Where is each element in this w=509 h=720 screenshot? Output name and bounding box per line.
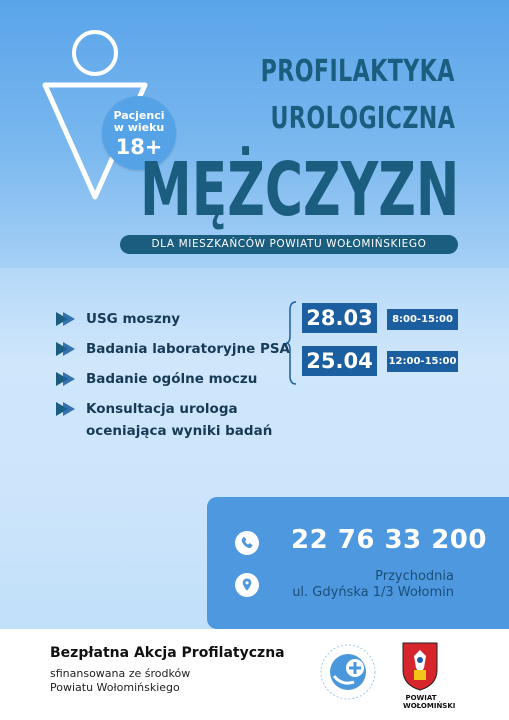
age-badge-number: 18+ (115, 135, 163, 159)
hours-box-1: 8:00-15:00 (387, 309, 458, 330)
phone-icon (235, 531, 259, 555)
age-badge-line2: w wieku (113, 121, 165, 134)
list-item (56, 338, 290, 360)
clinic-address: ul. Gdyńska 1/3 Wołomin (292, 585, 454, 600)
title-line-1: PROFILAKTYKA (260, 54, 455, 89)
phone-number[interactable]: 22 76 33 200 (291, 525, 487, 555)
list-item-text: USG moszny (86, 311, 181, 327)
hours-box-2: 12:00-15:00 (387, 351, 458, 372)
list-item-text: Badanie ogólne moczu (86, 371, 258, 387)
list-item (56, 398, 272, 442)
contact-panel (207, 497, 509, 629)
date-box-2: 25.04 (302, 346, 377, 376)
map-pin-icon (235, 573, 259, 597)
funding-note-line1: sfinansowana ze środków (50, 667, 191, 680)
list-item-text: Badania laboratoryjne PSA (86, 341, 291, 357)
list-item-text-line2: oceniająca wyniki badań (86, 423, 273, 439)
arrow-bullet-icon (56, 312, 76, 326)
subtitle-banner: DLA MIESZKAŃCÓW POWIATU WOŁOMIŃSKIEGO (120, 235, 458, 254)
county-label: POWIAT WOŁOMIŃSKI (403, 694, 456, 710)
age-badge-line1: Pacjenci (113, 109, 165, 122)
arrow-bullet-icon (56, 402, 76, 416)
title-main: MĘŻCZYZN (139, 147, 459, 233)
clinic-name: Przychodnia (375, 569, 454, 584)
title-line-2: UROLOGICZNA (270, 101, 455, 136)
list-item-text: Konsultacja urologa (86, 401, 238, 417)
date-box-1: 28.03 (302, 303, 377, 333)
male-symbol-head-icon (72, 30, 118, 76)
list-item (56, 308, 180, 330)
arrow-bullet-icon (56, 372, 76, 386)
funding-note-line2: Powiatu Wołomińskiego (50, 681, 180, 694)
list-item (56, 368, 257, 390)
hospital-logo (318, 638, 378, 710)
arrow-bullet-icon (56, 342, 76, 356)
footer-title: Bezpłatna Akcja Profilatyczna (50, 645, 285, 661)
county-crest-logo (400, 640, 440, 692)
brace-divider (286, 300, 300, 386)
